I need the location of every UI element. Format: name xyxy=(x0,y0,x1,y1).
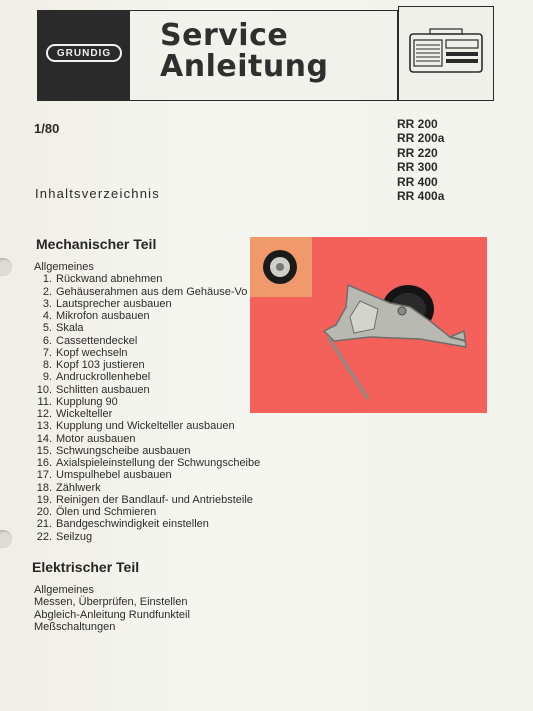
list-item: Allgemeines xyxy=(34,261,94,273)
item-text: Ölen und Schmieren xyxy=(56,506,157,518)
item-number: 4. xyxy=(42,310,52,322)
list-item: Messen, Überprüfen, Einstellen xyxy=(34,596,188,609)
list-item xyxy=(34,482,260,494)
item-text: Wickelteller xyxy=(56,408,113,420)
item-number: 20. xyxy=(36,506,52,518)
model-list xyxy=(397,117,444,203)
item-number: 7. xyxy=(42,346,52,359)
list-item xyxy=(34,494,260,506)
list-item xyxy=(34,310,260,322)
model-item: RR 400 xyxy=(397,174,438,189)
item-text: Mikrofon ausbauen xyxy=(56,310,150,322)
item-text: Schlitten ausbauen xyxy=(56,383,150,396)
item-number: 6. xyxy=(42,334,52,347)
brand-label: GRUNDIG xyxy=(56,47,112,59)
item-number: 5. xyxy=(42,322,52,335)
radio-recorder-icon xyxy=(408,28,484,74)
item-text: Kupplung 90 xyxy=(56,395,118,408)
list-item xyxy=(34,396,260,408)
list-item: Meßschaltungen xyxy=(34,620,116,633)
list-item xyxy=(34,335,260,347)
item-number: 15. xyxy=(36,444,52,457)
item-text: Schwungscheibe ausbauen xyxy=(56,444,191,457)
item-text: Reinigen der Bandlauf- und Antriebsteile xyxy=(56,493,253,506)
electrical-list xyxy=(34,584,190,633)
item-number: 22. xyxy=(36,530,52,543)
item-number: 1. xyxy=(42,273,52,286)
toc-title: Inhaltsverzeichnis xyxy=(35,186,160,201)
item-number: 9. xyxy=(42,371,52,384)
item-text: Motor ausbauen xyxy=(56,432,136,445)
item-text: Umspulhebel ausbauen xyxy=(56,469,172,482)
document-title xyxy=(160,20,329,82)
list-item xyxy=(34,286,260,298)
list-item xyxy=(34,469,260,481)
item-number: 13. xyxy=(36,420,52,433)
item-text: Kopf 103 justieren xyxy=(56,359,145,371)
item-text: Skala xyxy=(56,322,84,335)
mechanical-list xyxy=(34,261,260,543)
item-number: 19. xyxy=(36,493,52,506)
item-number: 11. xyxy=(37,395,52,408)
list-item xyxy=(34,322,260,334)
item-text: Seilzug xyxy=(56,530,93,543)
list-item xyxy=(34,506,260,518)
item-text: Zählwerk xyxy=(56,481,101,494)
item-text: Rückwand abnehmen xyxy=(56,273,163,286)
item-number: 21. xyxy=(36,518,52,531)
list-item xyxy=(34,371,260,383)
list-item: Allgemeines xyxy=(34,584,94,596)
item-number: 16. xyxy=(36,457,52,469)
item-text: Gehäuserahmen aus dem Gehäuse-Vo xyxy=(56,285,248,298)
item-text: Kupplung und Wickelteller ausbauen xyxy=(56,420,235,433)
issue-date: 1/80 xyxy=(34,121,60,136)
list-item xyxy=(34,531,260,543)
item-text: Andruckrollenhebel xyxy=(56,371,151,384)
item-number: 12. xyxy=(36,408,52,420)
model-item: RR 220 xyxy=(397,145,438,160)
mechanical-heading: Mechanischer Teil xyxy=(36,236,157,252)
electrical-heading: Elektrischer Teil xyxy=(32,559,140,575)
title-line-1: Service xyxy=(160,18,289,53)
list-item xyxy=(34,273,260,285)
title-line-2: Anleitung xyxy=(160,49,329,84)
list-item xyxy=(34,518,260,530)
model-item: RR 300 xyxy=(397,160,438,175)
model-item: RR 400a xyxy=(397,189,445,204)
item-text: Kopf wechseln xyxy=(56,346,128,359)
list-item xyxy=(34,359,260,371)
item-number: 2. xyxy=(42,285,52,298)
list-item xyxy=(34,420,260,432)
item-text: Bandgeschwindigkeit einstellen xyxy=(56,518,209,531)
list-item xyxy=(34,445,260,457)
model-item: RR 200 xyxy=(397,117,438,131)
item-text: Axialspieleinstellung der Schwungscheibe xyxy=(56,457,261,469)
item-number: 8. xyxy=(42,359,52,371)
list-item xyxy=(34,433,260,445)
list-item: Abgleich-Anleitung Rundfunkteil xyxy=(34,608,190,621)
list-item xyxy=(34,457,260,469)
list-item xyxy=(34,408,260,420)
roller-thumbnail xyxy=(250,237,312,297)
item-number: 17. xyxy=(36,469,52,482)
list-item xyxy=(34,298,260,310)
list-item xyxy=(34,347,260,359)
grundig-logo xyxy=(46,44,122,62)
item-number: 18. xyxy=(36,481,52,494)
list-item xyxy=(34,384,260,396)
item-text: Cassettendeckel xyxy=(56,334,138,347)
item-number: 10. xyxy=(36,383,52,396)
item-number: 14. xyxy=(36,432,52,445)
item-number: 3. xyxy=(42,297,52,310)
item-text: Lautsprecher ausbauen xyxy=(56,297,172,310)
model-item: RR 200a xyxy=(397,131,445,146)
